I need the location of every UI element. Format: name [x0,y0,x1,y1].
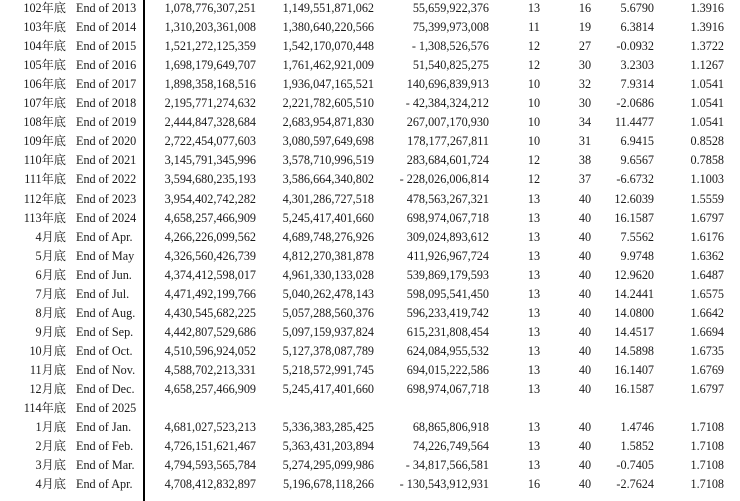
count-col-2: 40 [578,477,592,492]
value-col-1: 3,954,402,742,282 [164,191,256,206]
value-col-1: 3,145,791,345,996 [164,153,256,168]
value-col-3: 478,563,267,321 [406,191,489,206]
count-col-2: 40 [578,305,592,320]
count-col-2: 37 [578,172,592,187]
ratio-col-1: 3.2303 [620,58,654,73]
english-period-label: End of 2015 [76,39,137,54]
table-row [0,56,740,75]
table-row [0,456,740,475]
value-col-2: 5,196,678,118,266 [283,477,374,492]
english-period-label: End of 2016 [76,58,137,73]
ratio-col-1: 16.1407 [614,362,654,377]
value-col-2: 4,812,270,381,878 [282,248,374,263]
count-col-1: 13 [527,382,541,396]
count-col-2: 32 [578,77,592,92]
period-label: 105年底 [23,58,66,73]
ratio-col-1: 9.9748 [620,248,654,263]
period-label: 12月底 [29,382,66,396]
count-col-1: 13 [527,229,541,244]
ratio-col-2: 1.6735 [690,343,724,358]
table-row [0,170,740,189]
ratio-col-2: 1.3722 [690,39,724,54]
value-col-2: 1,542,170,070,448 [282,39,374,54]
english-period-label: End of Sep. [76,324,134,339]
value-col-3: 309,024,893,612 [406,229,489,244]
count-col-2: 30 [578,96,592,111]
table-row [0,304,740,323]
count-col-1: 12 [527,58,541,73]
value-col-2: 2,683,954,871,830 [282,115,374,130]
value-col-1: 4,681,027,523,213 [164,420,256,435]
ratio-col-2: 1.6575 [690,286,724,301]
ratio-col-1: -6.6732 [616,172,654,187]
table-row [0,285,740,304]
table-row [0,0,740,18]
table-row [0,75,740,94]
value-col-3: 68,865,806,918 [412,420,489,435]
value-col-2: 1,149,551,871,062 [282,1,374,15]
ratio-col-2: 1.0541 [690,77,724,92]
count-col-1: 10 [527,115,541,130]
english-period-label: End of 2013 [76,1,137,15]
period-label: 2月底 [35,439,66,454]
value-col-3: 140,696,839,913 [406,77,489,92]
period-label: 114年底 [23,401,66,416]
value-col-1: 4,794,593,565,784 [164,458,256,473]
table-row [0,266,740,285]
period-label: 103年底 [23,20,66,35]
period-label: 1月底 [35,420,66,435]
ratio-col-2: 0.7858 [690,153,724,168]
ratio-col-2: 1.0541 [690,115,724,130]
period-label: 6月底 [35,267,66,282]
value-col-3: 178,177,267,811 [407,134,489,149]
table-row [0,418,740,437]
count-col-1: 10 [527,96,541,111]
ratio-col-1: 6.3814 [620,20,654,35]
value-col-1: 1,310,203,361,008 [164,20,256,35]
count-col-2: 40 [578,286,592,301]
value-col-2: 4,301,286,727,518 [282,191,374,206]
table-row [0,380,740,399]
ratio-col-1: 12.9620 [614,267,654,282]
count-col-1: 13 [527,305,541,320]
ratio-col-1: 14.2441 [614,286,654,301]
value-col-3: 267,007,170,930 [406,115,489,130]
english-period-label: End of Jan. [76,420,132,435]
english-period-label: End of Feb. [76,439,134,454]
value-col-2: 5,245,417,401,660 [282,382,374,396]
ratio-col-2: 1.3916 [690,1,724,15]
english-period-label: End of 2025 [76,401,137,416]
value-col-2: 4,689,748,276,926 [282,229,374,244]
ratio-col-1: 6.9415 [620,134,654,149]
value-col-3: 51,540,825,275 [412,58,489,73]
value-col-3: 74,226,749,564 [412,439,489,454]
value-col-2: 5,363,431,203,894 [282,439,374,454]
period-label: 110年底 [23,153,66,168]
ratio-col-1: 14.5898 [614,343,654,358]
ratio-col-1: 11.4477 [614,115,654,130]
ratio-col-2: 1.7108 [690,420,724,435]
english-period-label: End of Aug. [76,305,136,320]
period-label: 4月底 [35,229,66,244]
value-col-3: 624,084,955,532 [406,343,489,358]
value-col-3: - 34,817,566,581 [405,458,489,473]
count-col-2: 30 [578,58,592,73]
value-col-1: 3,594,680,235,193 [164,172,256,187]
value-col-2: 5,057,288,560,376 [282,305,374,320]
table-row [0,209,740,228]
value-col-3: 598,095,541,450 [406,286,489,301]
value-col-1: 4,430,545,682,225 [164,305,256,320]
english-period-label: End of Mar. [76,458,135,473]
english-period-label: End of Jul. [76,286,130,301]
table-row [0,132,740,151]
english-period-label: End of Nov. [76,362,136,377]
count-col-1: 12 [527,153,541,168]
period-label: 102年底 [23,1,66,15]
table-row [0,94,740,113]
value-col-1: 4,726,151,621,467 [164,439,256,454]
value-col-2: 1,936,047,165,521 [282,77,374,92]
english-period-label: End of Apr. [76,229,133,244]
period-label: 11月底 [29,362,66,377]
table-row [0,361,740,380]
table-row [0,113,740,132]
count-col-1: 13 [527,458,541,473]
value-col-2: 5,336,383,285,425 [282,420,374,435]
count-col-1: 11 [528,20,540,35]
period-label: 112年底 [23,191,66,206]
count-col-1: 13 [527,191,541,206]
period-label: 5月底 [35,248,66,263]
count-col-1: 13 [527,210,541,225]
value-col-1: 2,444,847,328,684 [164,115,256,130]
value-col-2: 5,040,262,478,143 [282,286,374,301]
ratio-col-2: 1.6694 [690,324,724,339]
ratio-col-2: 1.6642 [690,305,724,320]
count-col-2: 40 [578,439,592,454]
count-col-2: 38 [578,153,592,168]
count-col-2: 34 [578,115,592,130]
value-col-2: 3,586,664,340,802 [282,172,374,187]
table-row [0,151,740,170]
value-col-2: 3,578,710,996,519 [282,153,374,168]
value-col-1: 1,521,272,125,359 [164,39,256,54]
period-label: 4月底 [35,477,66,492]
count-col-1: 13 [527,343,541,358]
english-period-label: End of 2023 [76,191,137,206]
value-col-1: 4,471,492,199,766 [164,286,256,301]
value-col-3: - 130,543,912,931 [399,477,489,492]
ratio-col-2: 1.7108 [690,458,724,473]
value-col-2: 4,961,330,133,028 [282,267,374,282]
count-col-2: 40 [578,248,592,263]
value-col-3: - 1,308,526,576 [411,39,489,54]
ratio-col-2: 1.6797 [690,210,724,225]
ratio-col-2: 1.6487 [690,267,724,282]
value-col-1: 1,078,776,307,251 [164,1,256,15]
ratio-col-2: 1.3916 [690,20,724,35]
count-col-1: 13 [527,1,541,15]
english-period-label: End of Oct. [76,343,133,358]
english-period-label: End of Dec. [76,382,135,396]
count-col-2: 27 [578,39,592,54]
period-label: 108年底 [23,115,66,130]
ratio-col-1: 14.0800 [614,305,654,320]
value-col-1: 1,898,358,168,516 [164,77,256,92]
ratio-col-2: 1.6797 [690,382,724,396]
english-period-label: End of 2024 [76,210,137,225]
period-label: 9月底 [35,324,66,339]
english-period-label: End of Apr. [76,477,133,492]
ratio-col-1: -0.7405 [616,458,654,473]
value-col-2: 3,080,597,649,698 [282,134,374,149]
period-label: 113年底 [23,210,66,225]
value-col-1: 4,374,412,598,017 [164,267,256,282]
count-col-1: 10 [527,77,541,92]
value-col-3: 539,869,179,593 [406,267,489,282]
english-period-label: End of 2022 [76,172,137,187]
ratio-col-2: 1.6362 [690,248,724,263]
period-label: 106年底 [23,77,66,92]
value-col-3: - 42,384,324,212 [405,96,489,111]
value-col-1: 4,588,702,213,331 [164,362,256,377]
value-col-2: 1,761,462,921,009 [282,58,374,73]
value-col-2: 5,274,295,099,986 [282,458,374,473]
ratio-col-1: 16.1587 [614,382,654,396]
value-col-3: 698,974,067,718 [406,382,489,396]
table-row [0,18,740,37]
count-col-2: 31 [578,134,592,149]
value-col-1: 4,442,807,529,686 [164,324,256,339]
table-row [0,228,740,247]
value-col-2: 5,245,417,401,660 [282,210,374,225]
ratio-col-1: 9.6567 [620,153,654,168]
count-col-2: 40 [578,343,592,358]
count-col-2: 40 [578,210,592,225]
ratio-col-1: -0.0932 [616,39,654,54]
count-col-2: 40 [578,191,592,206]
value-col-3: 596,233,419,742 [406,305,489,320]
value-col-2: 1,380,640,220,566 [282,20,374,35]
english-period-label: End of 2018 [76,96,137,111]
count-col-1: 13 [527,439,541,454]
count-col-1: 13 [527,324,541,339]
ratio-col-1: 5.6790 [620,1,654,15]
english-period-label: End of 2019 [76,115,137,130]
value-col-3: 55,659,922,376 [412,1,489,15]
ratio-col-1: 12.6039 [614,191,654,206]
value-col-2: 2,221,782,605,510 [282,96,374,111]
english-period-label: End of 2021 [76,153,137,168]
ratio-col-2: 1.7108 [690,439,724,454]
value-col-3: 283,684,601,724 [406,153,489,168]
ratio-col-1: 7.9314 [620,77,654,92]
period-label: 111年底 [24,172,66,187]
value-col-3: 75,399,973,008 [412,20,489,35]
ratio-col-1: 7.5562 [620,229,654,244]
value-col-1: 1,698,179,649,707 [164,58,256,73]
table-row [0,437,740,456]
count-col-1: 13 [527,420,541,435]
value-col-2: 5,097,159,937,824 [282,324,374,339]
value-col-1: 4,658,257,466,909 [164,210,256,225]
count-col-2: 40 [578,362,592,377]
count-col-2: 40 [578,267,592,282]
table-row [0,247,740,266]
ratio-col-1: 16.1587 [614,210,654,225]
english-period-label: End of 2017 [76,77,137,92]
count-col-1: 12 [527,39,541,54]
period-label: 107年底 [23,96,66,111]
count-col-2: 40 [578,382,592,396]
ratio-col-2: 1.1003 [690,172,724,187]
value-col-3: 615,231,808,454 [406,324,489,339]
count-col-1: 10 [527,134,541,149]
ratio-col-1: -2.0686 [616,96,654,111]
count-col-2: 40 [578,229,592,244]
english-period-label: End of 2020 [76,134,137,149]
english-period-label: End of Jun. [76,267,132,282]
count-col-1: 13 [527,362,541,377]
ratio-col-1: 1.4746 [620,420,654,435]
table-row [0,37,740,56]
english-period-label: End of May [76,248,135,263]
value-col-3: - 228,026,006,814 [399,172,489,187]
ratio-col-2: 1.0541 [690,96,724,111]
table-row [0,342,740,361]
count-col-2: 16 [578,1,592,15]
value-col-1: 4,326,560,426,739 [164,248,256,263]
value-col-2: 5,218,572,991,745 [282,362,374,377]
ratio-col-2: 1.7108 [690,477,724,492]
table-row [0,323,740,342]
count-col-1: 12 [527,172,541,187]
english-period-label: End of 2014 [76,20,137,35]
ratio-col-1: -2.7624 [616,477,654,492]
count-col-2: 19 [578,20,592,35]
count-col-1: 13 [527,267,541,282]
count-col-1: 13 [527,248,541,263]
value-col-3: 694,015,222,586 [406,362,489,377]
count-col-2: 40 [578,420,592,435]
value-col-1: 4,708,412,832,897 [164,477,256,492]
value-col-1: 2,722,454,077,603 [164,134,256,149]
period-label: 109年底 [23,134,66,149]
period-label: 3月底 [35,458,66,473]
period-label: 104年底 [23,39,66,54]
count-col-2: 40 [578,458,592,473]
ratio-col-1: 1.5852 [620,439,654,454]
period-label: 8月底 [35,305,66,320]
value-col-1: 4,266,226,099,562 [164,229,256,244]
value-col-3: 411,926,967,724 [407,248,489,263]
ratio-col-1: 14.4517 [614,324,654,339]
value-col-3: 698,974,067,718 [406,210,489,225]
period-label: 10月底 [29,343,66,358]
count-col-2: 40 [578,324,592,339]
value-col-1: 4,510,596,924,052 [164,343,256,358]
table-row [0,475,740,494]
ratio-col-2: 1.5559 [690,191,724,206]
count-col-1: 13 [527,286,541,301]
ratio-col-2: 0.8528 [690,134,724,149]
ratio-col-2: 1.6769 [690,362,724,377]
ratio-col-2: 1.6176 [690,229,724,244]
ratio-col-2: 1.1267 [690,58,724,73]
value-col-1: 4,658,257,466,909 [164,382,256,396]
period-label: 7月底 [35,286,66,301]
table-row [0,399,740,418]
value-col-2: 5,127,378,087,789 [282,343,374,358]
count-col-1: 16 [527,477,541,492]
value-col-1: 2,195,771,274,632 [164,96,256,111]
table-row [0,190,740,209]
